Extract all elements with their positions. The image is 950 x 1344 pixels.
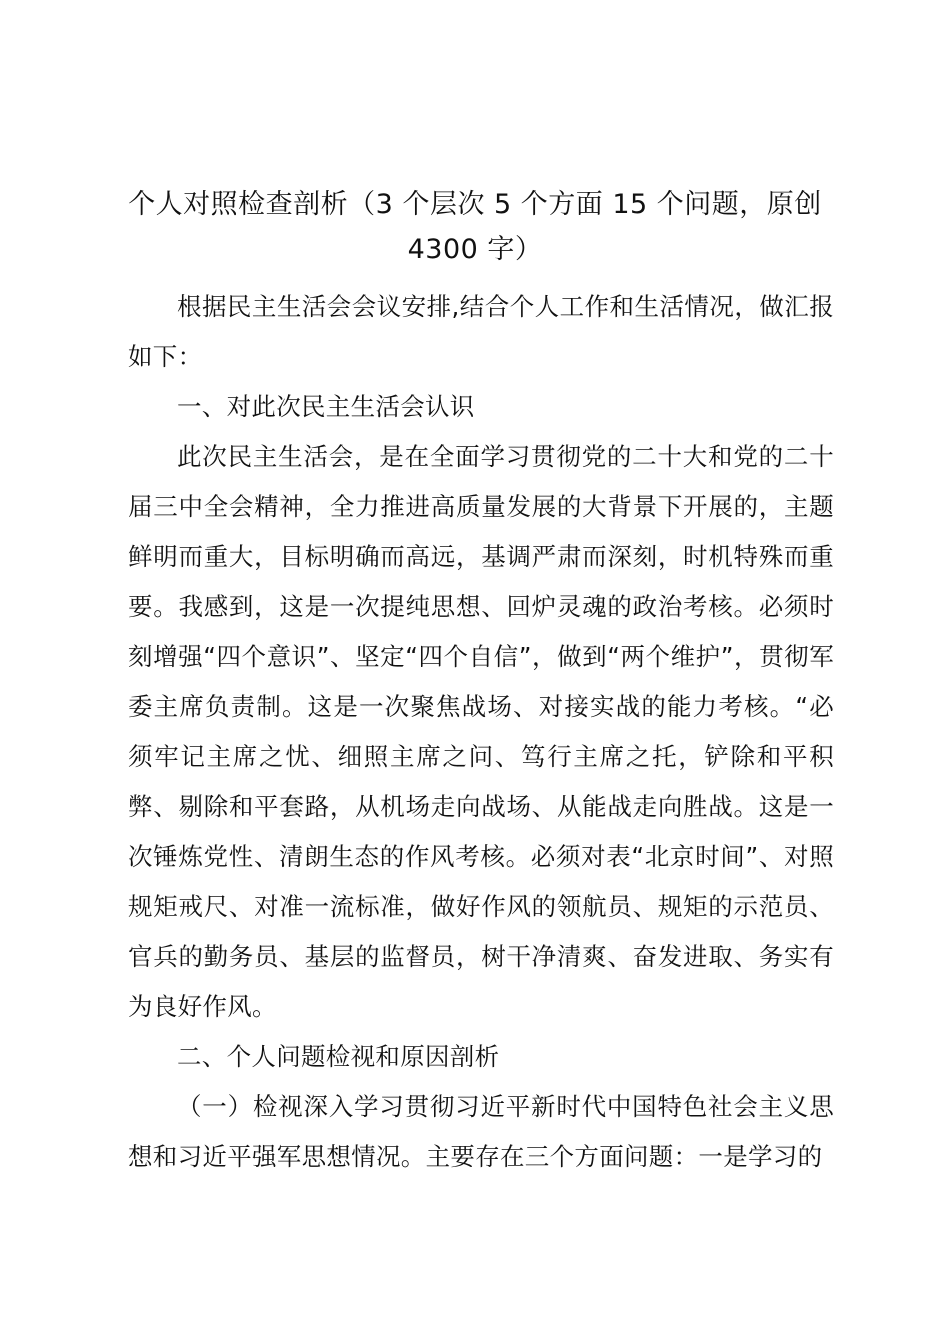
document-body bbox=[128, 282, 834, 1182]
intro-paragraph: 根据民主生活会会议安排,结合个人工作和生活情况，做汇报如下： bbox=[128, 292, 834, 371]
section-heading-1: 一、对此次民主生活会认识 bbox=[177, 392, 475, 421]
section-2-paragraph: （一）检视深入学习贯彻习近平新时代中国特色社会主义思想和习近平强军思想情况。主要存在三个方面问题：一是学习的 bbox=[128, 1092, 834, 1171]
document-title: 个人对照检查剖析（3 个层次 5 个方面 15 个问题，原创 4300 字） bbox=[128, 189, 822, 265]
section-heading-2: 二、个人问题检视和原因剖析 bbox=[177, 1042, 500, 1071]
section-1-paragraph: 此次民主生活会，是在全面学习贯彻党的二十大和党的二十届三中全会精神，全力推进高质量发展的大背景下开展的，主题鲜明而重大，目标明确而高远，基调严肃而深刻，时机特殊而重要。我感到，这是一次提纯思想、回炉灵魂的政治考核。必须时刻增强“四个意识”、坚定“四个自信”，做到“两个维护”，贯彻军委主席负责制。这是一次聚焦战场、对接实战的能力考核。“必须牢记主席之忧、细照主席之问、笃行主席之托，铲除和平积弊、剔除和平套路，从机场走向战场、从能战走向胜战。这是一次锤炼党性、清朗生态的作风考核。必须对表“北京时间”、对照规矩戒尺、对准一流标准，做好作风的领航员、规矩的示范员、官兵的勤务员、基层的监督员，树干净清爽、奋发进取、务实有为良好作风。 bbox=[128, 442, 834, 1021]
